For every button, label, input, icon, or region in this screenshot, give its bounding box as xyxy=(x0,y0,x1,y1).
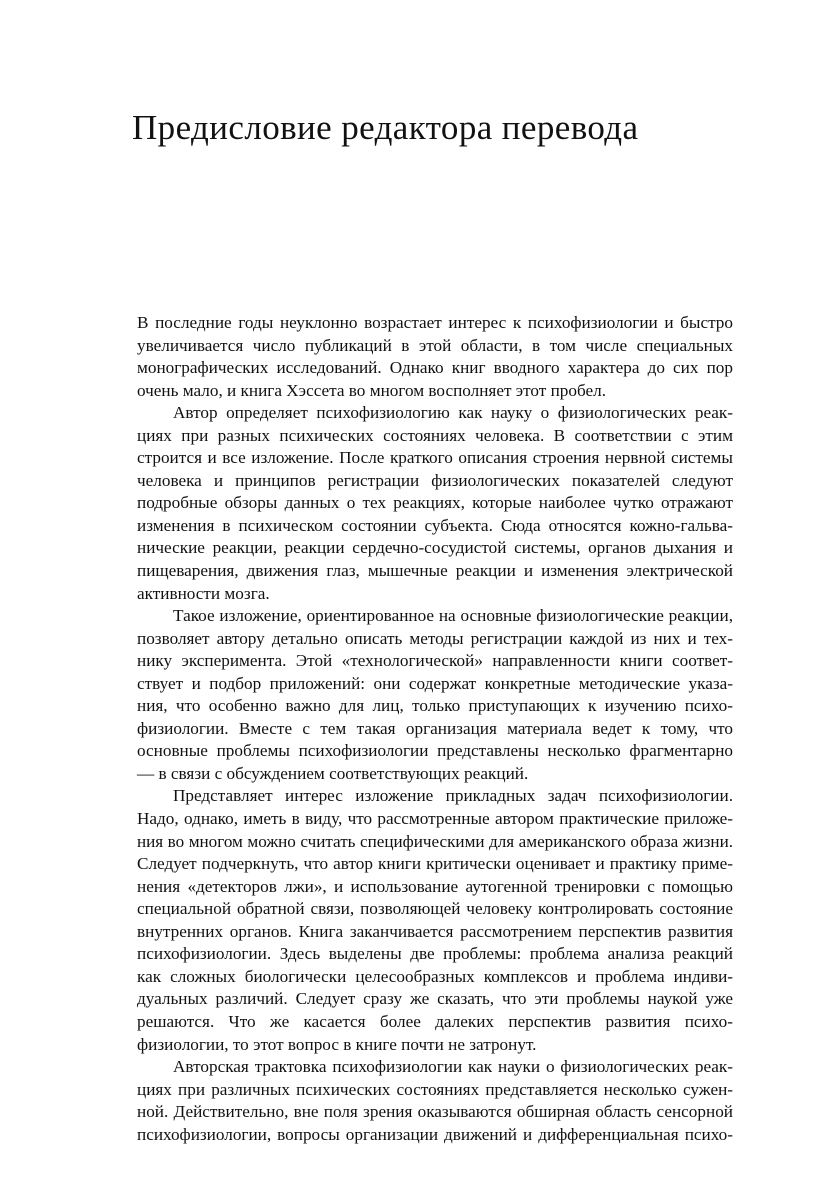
text-line: психофизиологии, вопросы организации движений и дифференциальная психо- xyxy=(137,1124,733,1144)
text-line: Надо, однако, иметь в виду, что рассмотренные автором практические приложе- xyxy=(137,809,733,829)
text-line: подробные обзоры данных о тех реакциях, которые наиболее чутко отражают xyxy=(137,493,733,513)
text-line: Авторская трактовка психофизиологии как науки о физиологических реак- xyxy=(173,1057,733,1077)
text-line: монографических исследований. Однако книг вводного характера до сих пор xyxy=(137,358,733,378)
text-line: психофизиологии. Здесь выделены две проблемы: проблема анализа реакций xyxy=(137,944,733,964)
text-line: — в связи с обсуждением соответствующих реакций. xyxy=(137,763,529,783)
text-line: решаются. Что же касается более далеких перспектив развития психо- xyxy=(137,1011,733,1031)
paragraph xyxy=(137,312,733,402)
text-line: увеличивается число публикаций в этой области, в том числе специальных xyxy=(137,335,733,355)
text-line: основные проблемы психофизиологии представлены несколько фрагментарно xyxy=(137,741,733,761)
text-line: нические реакции, реакции сердечно-сосудистой системы, органов дыхания и xyxy=(137,538,733,558)
text-line: Автор определяет психофизиологию как науку о физиологических реак- xyxy=(173,403,733,423)
text-line: Такое изложение, ориентированное на основные физиологические реакции, xyxy=(173,606,733,626)
text-line: В последние годы неуклонно возрастает интерес к психофизиологии и быстро xyxy=(137,313,733,332)
paragraph xyxy=(137,785,733,1056)
text-line: циях при различных психических состояниях представляется несколько сужен- xyxy=(137,1079,733,1099)
chapter-title: Предисловие редактора перевода xyxy=(132,108,639,147)
text-line: пищеварения, движения глаз, мышечные реакции и изменения электрической xyxy=(137,561,733,581)
text-line: человека и принципов регистрации физиологических показателей следуют xyxy=(137,470,733,490)
text-line: дуальных различий. Следует сразу же сказать, что эти проблемы наукой уже xyxy=(137,989,733,1009)
text-line: как сложных биологически целесообразных комплексов и проблема индиви- xyxy=(137,966,733,986)
text-line: изменения в психическом состоянии субъекта. Сюда относятся кожно-гальва- xyxy=(137,515,733,535)
text-line: внутренних органов. Книга заканчивается рассмотрением перспектив развития xyxy=(137,921,733,941)
text-line: нику эксперимента. Этой «технологической» направленности книги соответ- xyxy=(137,651,733,671)
text-line: нения «детекторов лжи», и использование аутогенной тренировки с помощью xyxy=(137,876,733,896)
text-line: ния, что особенно важно для лиц, только приступающих к изучению психо- xyxy=(137,696,733,716)
paragraph xyxy=(137,605,733,785)
text-line: специальной обратной связи, позволяющей человеку контролировать состояние xyxy=(137,899,733,919)
text-line: Представляет интерес изложение прикладных задач психофизиологии. xyxy=(173,786,733,806)
body-text xyxy=(137,312,733,1146)
text-line: физиологии, то этот вопрос в книге почти не затронут. xyxy=(137,1034,537,1054)
text-line: физиологии. Вместе с тем такая организация материала ведет к тому, что xyxy=(137,718,733,738)
text-line: Следует подчеркнуть, что автор книги критически оценивает и практику приме- xyxy=(137,854,733,874)
text-line: ния во многом можно считать специфическими для американского образа жизни. xyxy=(137,831,733,851)
paragraph xyxy=(137,402,733,605)
text-line: строится и все изложение. После краткого описания строения нервной системы xyxy=(137,448,733,468)
text-line: циях при разных психических состояниях человека. В соответствии с этим xyxy=(137,425,733,445)
text-line: ной. Действительно, вне поля зрения оказываются обширная область сенсорной xyxy=(137,1102,733,1122)
text-line: активности мозга. xyxy=(137,583,270,603)
paragraph xyxy=(137,1056,733,1146)
text-line: ствует и подбор приложений: они содержат конкретные методические указа- xyxy=(137,673,733,693)
text-line: очень мало, и книга Хэссета во многом восполняет этот пробел. xyxy=(137,380,606,400)
text-line: позволяет автору детально описать методы регистрации каждой из них и тех- xyxy=(137,628,733,648)
